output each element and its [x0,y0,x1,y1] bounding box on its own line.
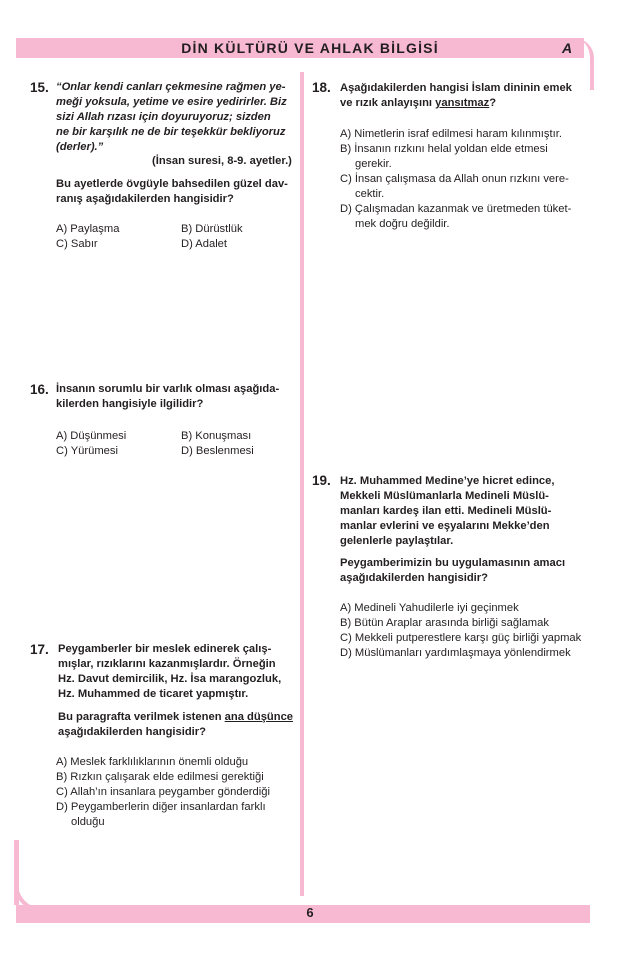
quote-line: “Onlar kendi canları çekmesine rağmen ye- [56,81,286,93]
option-b[interactable]: B) Rızkın çalışarak elde edilmesi gerektiği [56,771,264,783]
quote-line: ne bir karşılık ne de bir teşekkür bekliyoruz [56,126,286,138]
question-19-text [340,474,554,549]
question-17-text [58,642,281,702]
option-b[interactable]: B) Bütün Araplar arasında birliği sağlamak [340,617,549,629]
text-line: gelenlerle paylaştılar. [340,535,454,547]
option-d[interactable]: D) Beslenmesi [181,445,254,457]
question-16-number: 16. [30,382,49,397]
stem-underlined: ana düşünce [224,711,294,723]
option-b-continued: gerekir. [355,158,392,170]
question-19-stem [340,556,565,586]
stem-line: aşağıdakilerden hangisidir? [340,572,488,584]
text-line: Hz. Davut demircilik, Hz. İsa marangozluk, [58,673,282,685]
option-c[interactable]: C) Mekkeli putperestlere karşı güç birliği yapmak [340,632,582,644]
text-line: Mekkeli Müslümanlarla Medineli Müslü- [340,490,549,502]
page-number: 6 [306,905,314,920]
option-c[interactable]: C) İnsan çalışmasa da Allah onun rızkını vere- [340,173,569,185]
quote-line: sizi Allah rızası için doyuruyoruz; sizden [56,111,271,123]
question-16-stem [56,382,279,412]
option-b[interactable]: B) Dürüstlük [181,223,243,235]
corner-decoration-bottom-left [14,858,48,912]
option-d-continued: olduğu [71,816,105,828]
stem-text: ve rızık anlayışını [340,97,436,109]
question-15-reference: (İnsan suresi, 8-9. ayetler.) [152,155,292,167]
option-d[interactable]: D) Adalet [181,238,228,250]
stem-line: aşağıdakilerden hangisidir? [58,726,206,738]
question-19-number: 19. [312,473,331,488]
stem-line: kilerden hangisiyle ilgilidir? [56,398,204,410]
question-18-number: 18. [312,80,331,95]
stem-line: ranış aşağıdakilerden hangisidir? [56,193,234,205]
stem-underlined: yansıtmaz [435,97,490,109]
stem-line: Bu ayetlerde övgüyle bahsedilen güzel dav- [56,178,288,190]
quote-line: (derler).” [56,141,104,153]
question-15-quote [56,80,287,155]
stem-text: Bu paragrafta verilmek istenen [58,711,225,723]
page-title: DİN KÜLTÜRÜ VE AHLAK BİLGİSİ [181,40,439,56]
option-a[interactable]: A) Düşünmesi [56,430,127,442]
option-c[interactable]: C) Allah’ın insanlara peygamber gönderdiği [56,786,270,798]
stem-line: Aşağıdakilerden hangisi İslam dininin emek [340,82,572,94]
option-a[interactable]: A) Paylaşma [56,223,120,235]
option-c[interactable]: C) Sabır [56,238,98,250]
column-divider [300,72,304,896]
option-a[interactable]: A) Meslek farklılıklarının önemli olduğu [56,756,249,768]
quote-line: meği yoksula, yetime ve esire yedirirler. Biz [56,96,287,108]
question-17-stem [58,710,293,740]
option-d[interactable]: D) Peygamberlerin diğer insanlardan farklı [56,801,266,813]
option-d-continued: mek doğru değildir. [355,218,450,230]
option-b[interactable]: B) Konuşması [181,430,252,442]
option-d[interactable]: D) Çalışmadan kazanmak ve üretmeden tüket- [340,203,572,215]
question-17-number: 17. [30,642,49,657]
text-line: Peygamberler bir meslek edinerek çalış- [58,643,272,655]
option-b[interactable]: B) İnsanın rızkını helal yoldan elde etmesi [340,143,548,155]
question-15-number: 15. [30,80,49,95]
text-line: manlar evlerini ve eşyalarını Mekke’den [340,520,550,532]
option-c-continued: cektir. [355,188,385,200]
stem-text: ? [489,97,497,109]
question-18-stem [340,81,572,111]
stem-line: İnsanın sorumlu bir varlık olması aşağıda- [56,383,280,395]
option-c[interactable]: C) Yürümesi [56,445,118,457]
text-line: Hz. Muhammed Medine’ye hicret edince, [340,475,555,487]
option-a[interactable]: A) Nimetlerin israf edilmesi haram kılınmıştır. [340,128,562,140]
question-15-stem [56,177,288,207]
option-a[interactable]: A) Medineli Yahudilerle iyi geçinmek [340,602,519,614]
stem-line: Peygamberimizin bu uygulamasının amacı [340,557,566,569]
text-line: mışlar, rızıklarını kazanmışlardır. Örneğin [58,658,276,670]
booklet-letter: A [562,40,573,56]
option-d[interactable]: D) Müslümanları yardımlaşmaya yönlendirmek [340,647,571,659]
text-line: manları kardeş ilan etti. Medineli Müslü- [340,505,552,517]
text-line: Hz. Muhammed de ticaret yapmıştır. [58,688,249,700]
